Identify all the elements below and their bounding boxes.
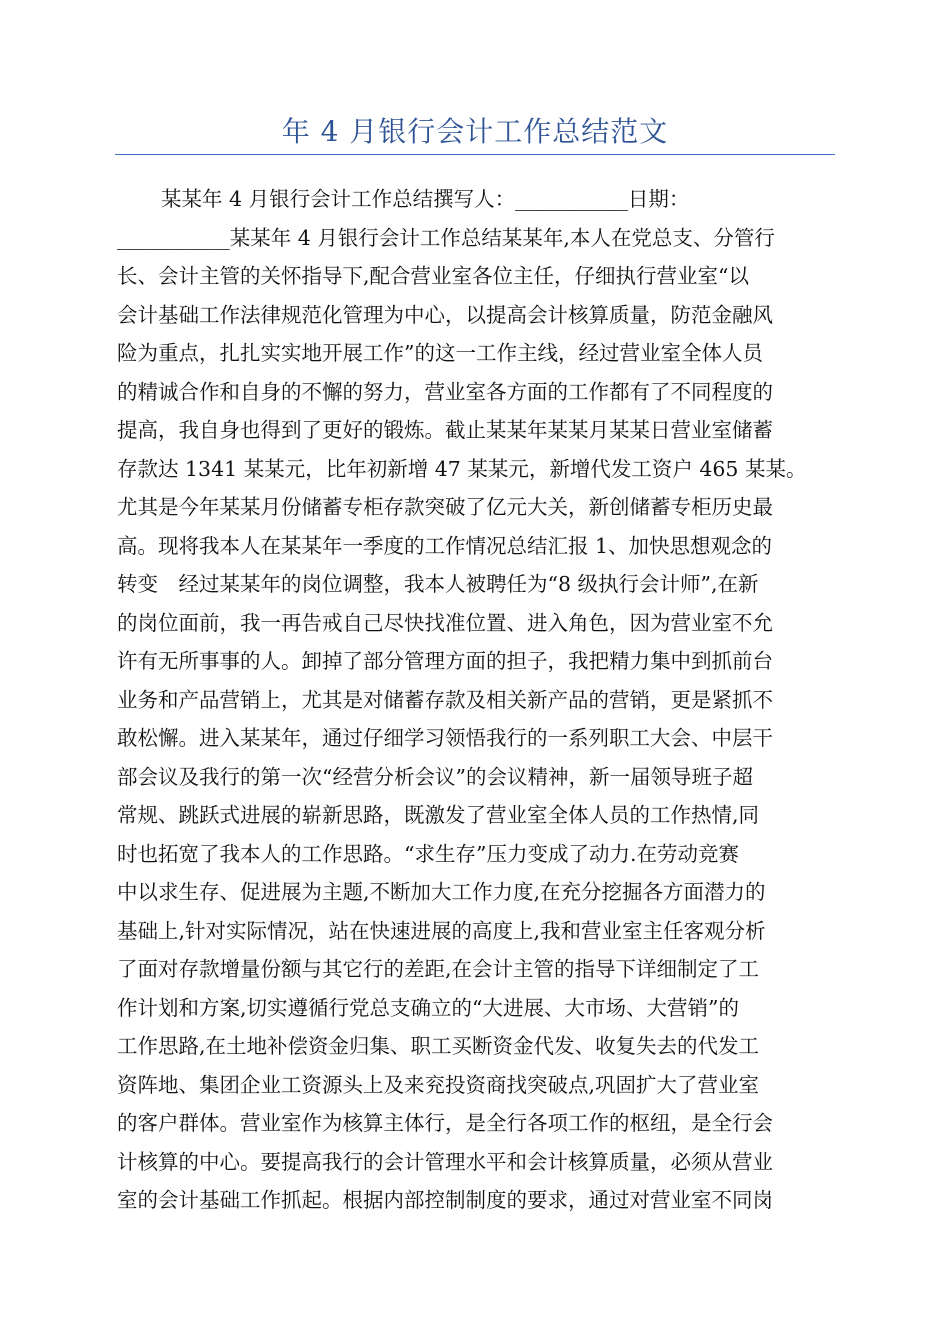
body-line: 业务和产品营销上，尤其是对储蓄存款及相关新产品的营销，更是紧抓不 xyxy=(117,687,773,712)
body-line: 尤其是今年某某月份储蓄专柜存款突破了亿元大关，新创储蓄专柜历史最 xyxy=(117,495,773,519)
body-line: 会计基础工作法律规范化管理为中心，以提高会计核算质量，防范金融风 xyxy=(117,302,773,327)
body-line: 了面对存款增量份额与其它行的差距,在会计主管的指导下详细制定了工 xyxy=(117,957,760,981)
body-line: 险为重点，扎扎实实地开展工作”的这一工作主线，经过营业室全体人员 xyxy=(117,341,763,365)
body-line: 存款达 1341 某某元，比年初新增 47 某某元，新增代发工资户 465 某某。 xyxy=(117,456,807,481)
body-line: 基础上,针对实际情况，站在快速进展的高度上,我和营业室主任客观分析 xyxy=(117,918,766,943)
body-line: 提高，我自身也得到了更好的锻炼。截止某某年某某月某某日营业室储蓄 xyxy=(117,418,773,442)
body-line: 室的会计基础工作抓起。根据内部控制制度的要求，通过对营业室不同岗 xyxy=(117,1188,773,1212)
body-line: 转变 经过某某年的岗位调整，我本人被聘任为“8 级执行会计师”,在新 xyxy=(117,572,759,596)
title-underline xyxy=(115,154,835,155)
body-line: 作计划和方案,切实遵循行党总支确立的“大进展、大市场、大营销”的 xyxy=(117,995,739,1020)
body-line: ___________某某年 4 月银行会计工作总结某某年,本人在党总支、分管行 xyxy=(117,225,775,250)
body-line: 敢松懈。进入某某年，通过仔细学习领悟我行的一系列职工大会、中层干 xyxy=(117,726,773,750)
body-line: 长、会计主管的关怀指导下,配合营业室各位主任，仔细执行营业室“以 xyxy=(117,264,749,288)
body-line: 高。现将我本人在某某年一季度的工作情况总结汇报 1、加快思想观念的 xyxy=(117,533,773,558)
body-line: 的精诚合作和自身的不懈的努力，营业室各方面的工作都有了不同程度的 xyxy=(117,379,773,404)
document-title: 年 4 月银行会计工作总结范文 xyxy=(281,115,669,148)
body-line: 部会议及我行的第一次“经营分析会议”的会议精神，新一届领导班子超 xyxy=(117,764,753,789)
body-line: 工作思路,在土地补偿资金归集、职工买断资金代发、收复失去的代发工 xyxy=(117,1034,760,1058)
body-line: 资阵地、集团企业工资源头上及来兖投资商找突破点,巩固扩大了营业室 xyxy=(117,1072,760,1097)
document-body xyxy=(117,180,832,1220)
body-line: 计核算的中心。要提高我行的会计管理水平和会计核算质量，必须从营业 xyxy=(117,1149,773,1174)
body-line: 的客户群体。营业室作为核算主体行，是全行各项工作的枢纽，是全行会 xyxy=(117,1111,773,1135)
body-line: 许有无所事事的人。卸掉了部分管理方面的担子，我把精力集中到抓前台 xyxy=(117,649,773,673)
body-line: 的岗位面前，我一再告戒自己尽快找准位置、进入角色，因为营业室不允 xyxy=(117,610,773,635)
body-line: 中以求生存、促进展为主题,不断加大工作力度,在充分挖掘各方面潜力的 xyxy=(117,880,766,904)
body-line: 常规、跳跃式进展的崭新思路，既激发了营业室全体人员的工作热情,同 xyxy=(117,803,760,827)
body-line: 某某年 4 月银行会计工作总结撰写人：___________日期： xyxy=(161,187,690,211)
body-line: 时也拓宽了我本人的工作思路。“求生存”压力变成了动力.在劳动竞赛 xyxy=(117,841,739,866)
